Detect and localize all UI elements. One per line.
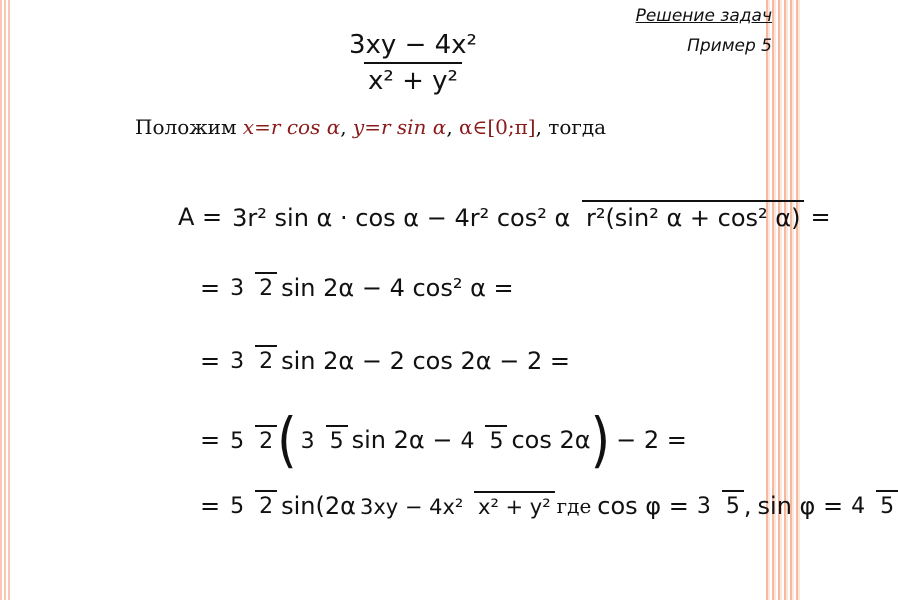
line2-expr: sin 2α − 4 cos² α = [281, 273, 514, 302]
alpha-definition: α∈[0;π] [459, 115, 536, 139]
substitution-lead: Положим [135, 115, 243, 139]
line5-outer-den: 2 [255, 490, 277, 519]
line1-equals: = [810, 203, 831, 231]
line5-cos-num: 3 [696, 494, 711, 519]
substitution-tail: , тогда [535, 115, 607, 139]
equation-line-1 [178, 200, 831, 234]
line4-paren-close: ) [590, 405, 611, 475]
line4-paren-open: ( [277, 405, 297, 475]
line5-cos-den: 5 [722, 490, 744, 519]
line4-in1-den: 5 [326, 425, 348, 454]
line5-outer-num: 5 [230, 494, 245, 519]
line4-outer-den: 2 [255, 425, 277, 454]
line5-comma: , [743, 491, 752, 520]
line5-expr: sin(2α [281, 491, 356, 520]
equation-line-3 [200, 345, 570, 376]
line2-lead: = [200, 273, 221, 302]
separator: , [446, 115, 460, 139]
line4-tail: − 2 = [616, 426, 687, 454]
left-decorative-border [0, 0, 10, 600]
line5-cos-label: cos φ = [597, 491, 689, 520]
equation-line-5 [200, 490, 898, 521]
line2-frac-den: 2 [255, 272, 277, 301]
line4-in2-num: 4 [460, 428, 475, 454]
line3-frac-num: 3 [230, 349, 245, 374]
line4-outer-num: 5 [230, 428, 245, 454]
line4-lead: = [200, 426, 221, 454]
line5-frac-num: 3xy − 4x² [359, 494, 464, 519]
line5-frac-den: x² + y² [474, 491, 555, 519]
line4-end: cos 2α [511, 426, 591, 454]
equation-line-2 [200, 272, 514, 303]
line4-mid: sin 2α − [351, 426, 453, 454]
top-fraction [345, 30, 481, 96]
line5-gde: где [556, 493, 592, 518]
line5-sin-num: 4 [851, 494, 866, 519]
line5-lead: = [200, 491, 221, 520]
top-fraction-numerator: 3xy − 4x² [349, 30, 477, 60]
line2-frac-num: 3 [230, 276, 245, 301]
line1-denominator: r²(sin² α + cos² α) [582, 200, 805, 232]
equation-line-4 [200, 405, 687, 475]
line1-numerator: 3r² sin α · cos α − 4r² cos² α [232, 204, 571, 232]
x-definition: x=r cos α [242, 115, 341, 139]
line3-lead: = [200, 346, 221, 375]
top-fraction-denominator: x² + y² [364, 62, 462, 96]
slide-subtitle: Пример 5 [687, 36, 772, 56]
line3-frac-den: 2 [255, 345, 277, 374]
substitution-line [135, 115, 606, 139]
y-definition: y=r sin α [352, 115, 447, 139]
line1-lhs: A = [178, 203, 223, 231]
line4-in1-num: 3 [300, 428, 315, 454]
line4-in2-den: 5 [485, 425, 507, 454]
line5-sin-den: 5 [876, 490, 898, 519]
line3-expr: sin 2α − 2 cos 2α − 2 = [281, 346, 570, 375]
line5-sin-label: sin φ = [757, 491, 844, 520]
separator: , [340, 115, 353, 139]
slide-title: Решение задач [635, 6, 772, 26]
